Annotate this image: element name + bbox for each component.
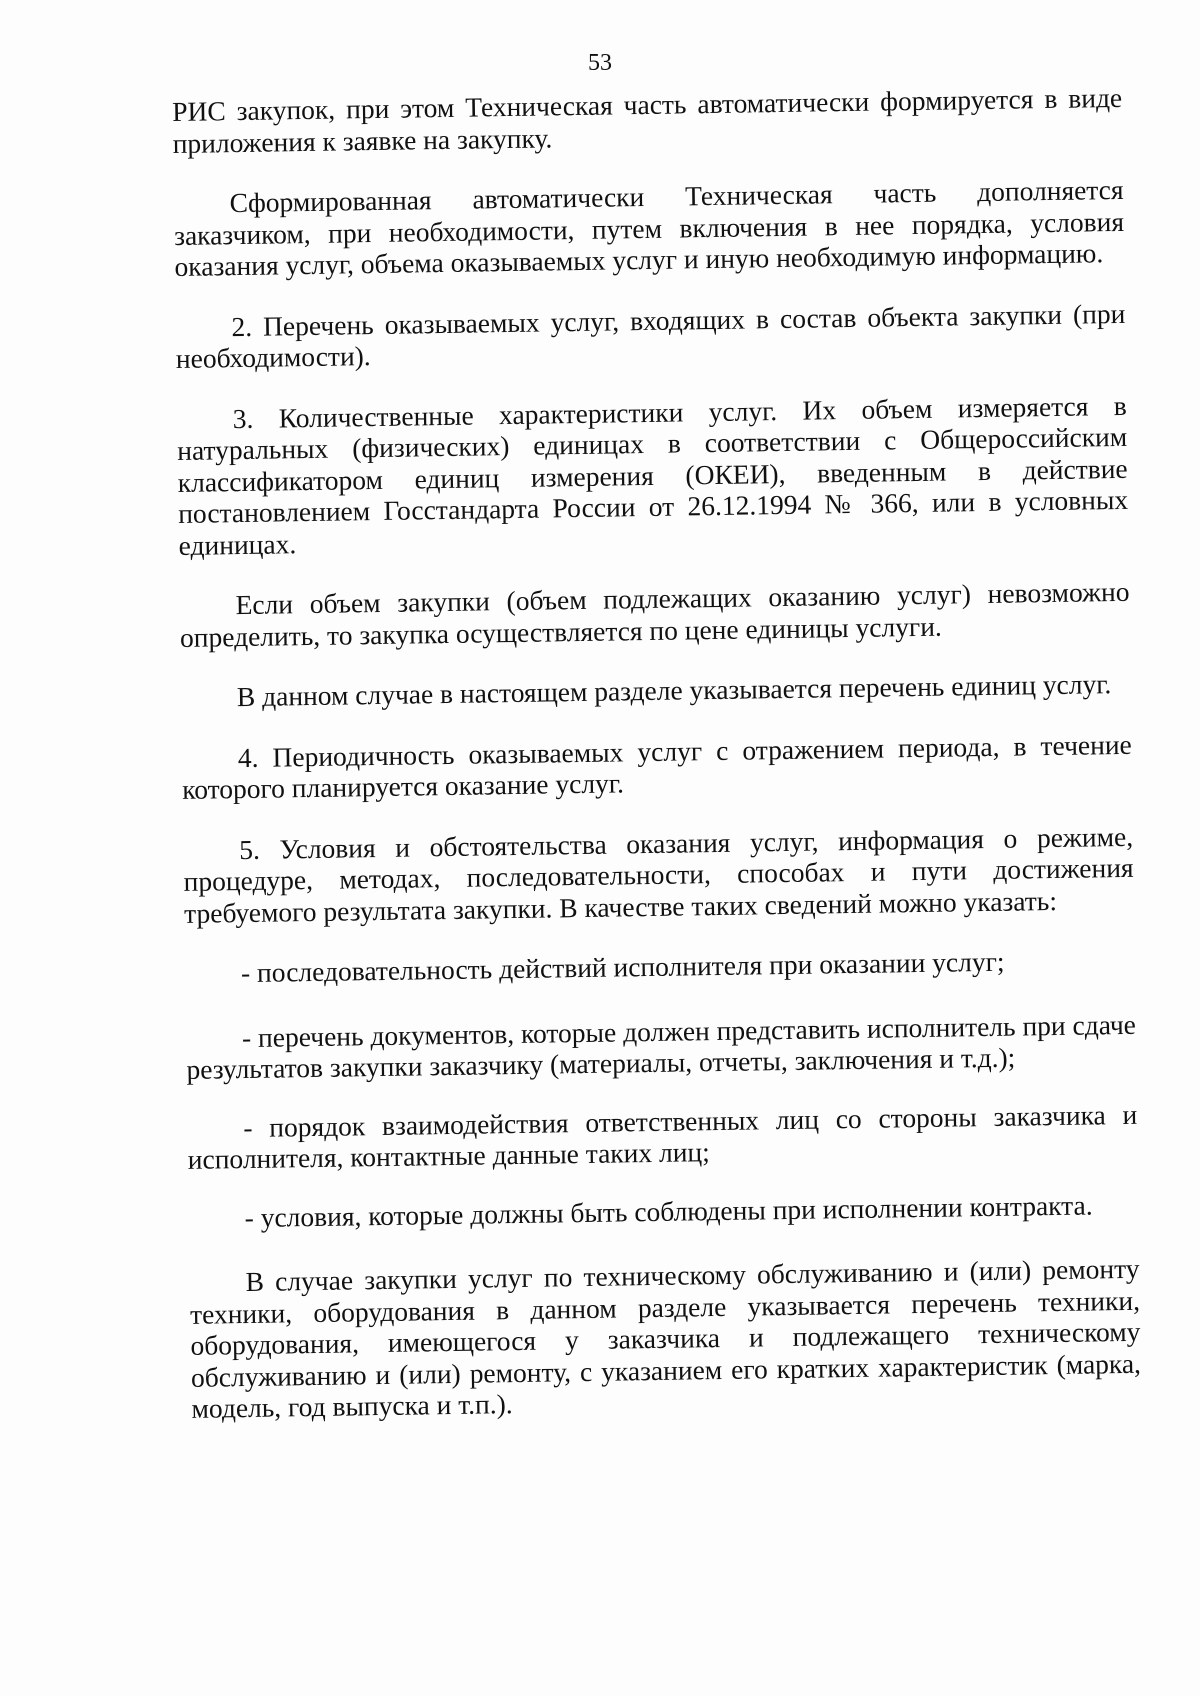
page-number: 53 [588, 50, 612, 76]
document-body [172, 82, 1142, 1453]
list-item: - условия, которые должны быть соблюдены при исполнении контракта. [244, 1188, 1093, 1233]
paragraph-item-3: 3. Количественные характеристики услуг. Их объем измеряется в натуральных (физических) единицах в соответствии с Общероссийским классификатором единиц измерения (ОКЕИ), введенным в действие постановлением Госстандарта России от 26.12.1994 № 366, или в условных единицах. [177, 389, 1129, 561]
paragraph-continuation: РИС закупок, при этом Техническая часть автоматически формируется в виде приложения к заявке на закупку. [172, 81, 1123, 159]
paragraph-item-5: 5. Условия и обстоятельства оказания услуг, информация о режиме, процедуре, методах, последовательности, способах и пути достижения требуемого результата закупки. В качестве таких сведений можно указать: [183, 820, 1134, 929]
paragraph-technical-part: Сформированная автоматически Техническая часть дополняется заказчиком, при необходимости, путем включения в нее порядка, условия оказания услуг, объема оказываемых услуг и иную необходимую информацию. [173, 173, 1125, 282]
list-item: - порядок взаимодействия ответственных лиц со стороны заказчика и исполнителя, контактные данные таких лиц; [187, 1098, 1138, 1175]
paragraph-maintenance: В случае закупки услуг по техническому обслуживанию и (или) ремонту техники, оборудования в данном разделе указывается перечень техники, оборудования, имеющегося у заказчика и подлежащего техническому обслуживанию и (или) ремонту, с указанием его кратких характеристик (марка, модель, год выпуска и т.п.). [189, 1252, 1142, 1424]
paragraph-item-4: 4. Периодичность оказываемых услуг с отражением периода, в течение которого планируется оказание услуг. [182, 728, 1132, 805]
paragraph-unit-list: В данном случае в настоящем разделе указывается перечень единиц услуг. [236, 668, 1112, 713]
paragraph-volume-undefined: Если объем закупки (объем подлежащих оказанию услуг) невозможно определить, то закупка осуществляется по цене единицы услуги. [179, 575, 1130, 653]
list-item: - перечень документов, которые должен представить исполнитель при сдаче результатов закупки заказчику (материалы, отчеты, заключения и т.д.); [186, 1008, 1137, 1085]
paragraph-item-2: 2. Перечень оказываемых услуг, входящих в состав объекта закупки (при необходимости). [175, 297, 1126, 374]
list-item: - последовательность действий исполнителя при оказании услуг; [240, 945, 1005, 989]
